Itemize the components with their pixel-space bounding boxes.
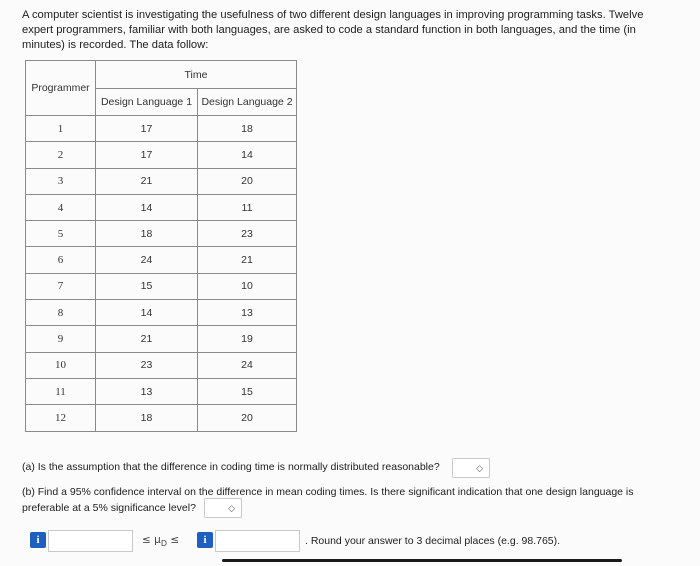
table-row — [26, 300, 297, 326]
lang1-cell: 17 — [96, 142, 198, 168]
lang1-cell: 17 — [96, 116, 198, 142]
lang2-header: Design Language 2 — [198, 89, 297, 116]
programmer-cell: 4 — [26, 194, 96, 220]
lang1-cell: 21 — [96, 168, 198, 194]
table-row — [26, 273, 297, 299]
lang2-cell: 21 — [198, 247, 297, 273]
programmer-cell: 11 — [26, 378, 96, 404]
table-row — [26, 405, 297, 431]
lower-bound-input[interactable] — [48, 530, 133, 552]
question-b-line2: preferable at a 5% significance level? — [22, 502, 196, 514]
chevron-updown-icon: ◇ — [476, 463, 483, 473]
programmer-cell: 2 — [26, 142, 96, 168]
lang2-cell: 11 — [198, 194, 297, 220]
upper-bound-input[interactable] — [215, 530, 300, 552]
table-row — [26, 221, 297, 247]
programmer-cell: 5 — [26, 221, 96, 247]
time-header: Time — [96, 61, 297, 89]
table-row — [26, 142, 297, 168]
table-row — [26, 247, 297, 273]
lang2-cell: 15 — [198, 378, 297, 404]
chevron-updown-icon: ◇ — [228, 503, 235, 513]
inequality-expression — [142, 534, 179, 548]
question-a: (a) Is the assumption that the difference in coding time is normally distributed reasonable? — [22, 461, 440, 473]
programmer-cell: 12 — [26, 405, 96, 431]
scroll-indicator — [222, 559, 622, 562]
lang1-cell: 14 — [96, 194, 198, 220]
programmer-cell: 8 — [26, 300, 96, 326]
lang1-cell: 21 — [96, 326, 198, 352]
rounding-note: . Round your answer to 3 decimal places (e.g. 98.765). — [305, 535, 561, 547]
question-b-line1: (b) Find a 95% confidence interval on the difference in mean coding times. Is there significant indication that one design language is — [22, 486, 634, 498]
lang2-cell: 20 — [198, 168, 297, 194]
info-icon[interactable]: i — [30, 532, 46, 548]
lang2-cell: 18 — [198, 116, 297, 142]
table-row — [26, 326, 297, 352]
table-row — [26, 352, 297, 378]
programmer-cell: 10 — [26, 352, 96, 378]
lang1-cell: 15 — [96, 273, 198, 299]
lang2-cell: 24 — [198, 352, 297, 378]
table-row — [26, 378, 297, 404]
table-row — [26, 116, 297, 142]
lang1-header: Design Language 1 — [96, 89, 198, 116]
lang2-cell: 13 — [198, 300, 297, 326]
data-table — [25, 60, 297, 432]
mu-subscript: D — [160, 539, 168, 549]
lang1-cell: 18 — [96, 221, 198, 247]
lang2-cell: 20 — [198, 405, 297, 431]
lang1-cell: 23 — [96, 352, 198, 378]
lang1-cell: 24 — [96, 247, 198, 273]
table-row — [26, 194, 297, 220]
programmer-header: Programmer — [26, 61, 96, 116]
table-row — [26, 168, 297, 194]
problem-intro: A computer scientist is investigating the usefulness of two different design languages in improving programming tasks. Twelve expert programmers, familiar with both languages, are asked to code a standard function in both languages, and the time (in minutes) is recorded. The data follow: — [22, 9, 644, 51]
leq-symbol: ≤ — [170, 534, 180, 546]
lang2-cell: 10 — [198, 273, 297, 299]
info-icon[interactable]: i — [197, 532, 213, 548]
normality-dropdown[interactable] — [452, 458, 490, 478]
lang2-cell: 19 — [198, 326, 297, 352]
mu-symbol: μ — [154, 534, 161, 546]
programmer-cell: 7 — [26, 273, 96, 299]
lang2-cell: 14 — [198, 142, 297, 168]
programmer-cell: 3 — [26, 168, 96, 194]
lang2-cell: 23 — [198, 221, 297, 247]
lang1-cell: 14 — [96, 300, 198, 326]
leq-symbol: ≤ — [142, 534, 151, 546]
lang1-cell: 18 — [96, 405, 198, 431]
significance-dropdown[interactable] — [204, 498, 242, 518]
lang1-cell: 13 — [96, 378, 198, 404]
programmer-cell: 9 — [26, 326, 96, 352]
programmer-cell: 6 — [26, 247, 96, 273]
programmer-cell: 1 — [26, 116, 96, 142]
